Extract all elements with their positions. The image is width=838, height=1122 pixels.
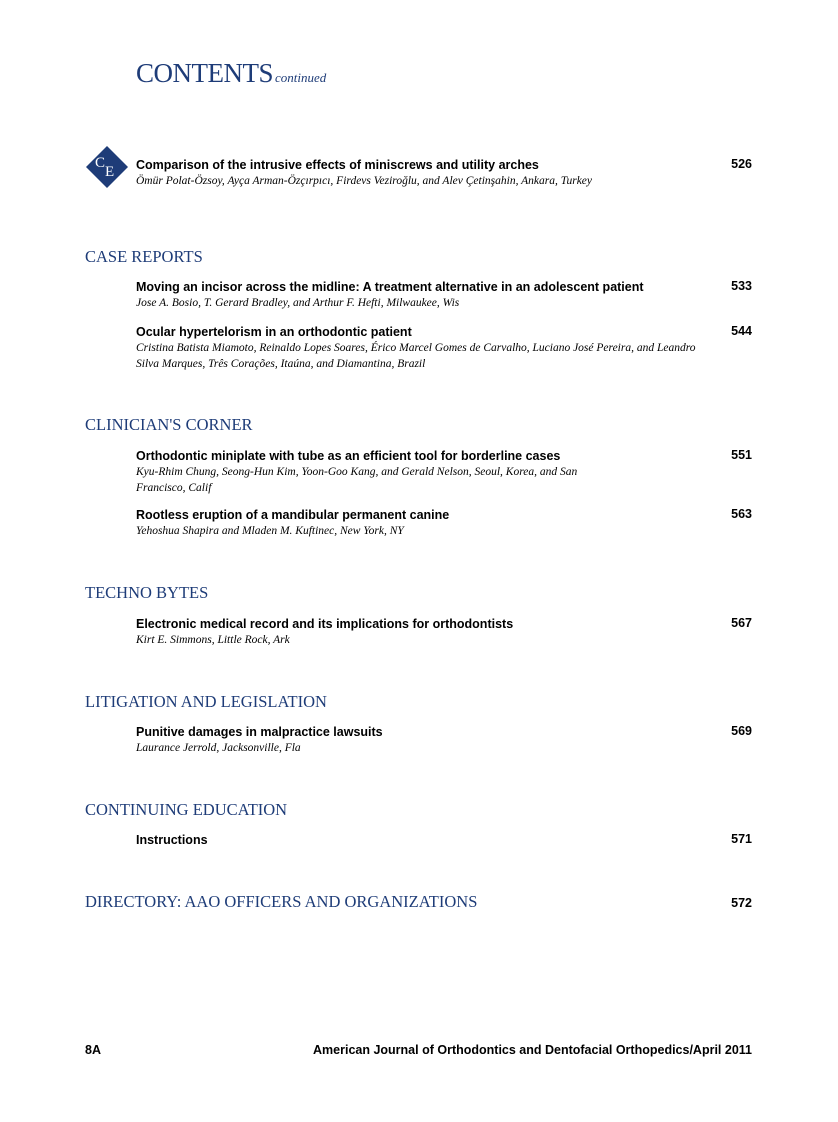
entry-title[interactable]: Orthodontic miniplate with tube as an efficient tool for borderline cases (136, 449, 561, 463)
entry-page: 572 (731, 896, 752, 910)
footer-journal: American Journal of Orthodontics and Dentofacial Orthopedics/April 2011 (313, 1043, 752, 1057)
entry-title[interactable]: Punitive damages in malpractice lawsuits (136, 725, 383, 739)
toc-entry[interactable] (136, 279, 752, 311)
entry-page: 567 (731, 616, 752, 630)
footer-page-number: 8A (85, 1043, 101, 1057)
entry-page: 544 (731, 324, 752, 338)
entry-title[interactable]: Instructions (136, 833, 208, 847)
section-heading-case-reports: CASE REPORTS (85, 247, 203, 266)
entry-authors: Jose A. Bosio, T. Gerard Bradley, and Arthur F. Hefti, Milwaukee, Wis (136, 297, 460, 309)
entry-page: 551 (731, 448, 752, 462)
toc-entry[interactable] (136, 616, 752, 648)
entry-authors: Cristina Batista Miamoto, Reinaldo Lopes Soares, Érico Marcel Gomes de Carvalho, Luciano José Pereira, and Leandro Silva Marques, Três Corações, Itaúna, and Diamantina, Brazil (136, 342, 696, 370)
entry-page: 571 (731, 832, 752, 846)
section-heading-litigation: LITIGATION AND LEGISLATION (85, 692, 327, 711)
toc-entry[interactable] (136, 324, 752, 372)
entry-authors: Yehoshua Shapira and Mladen M. Kuftinec, New York, NY (136, 525, 404, 537)
toc-entry[interactable] (136, 832, 752, 848)
entry-title[interactable]: Rootless eruption of a mandibular permanent canine (136, 508, 450, 522)
section-heading-clinicians-corner: CLINICIAN'S CORNER (85, 415, 253, 434)
ce-badge-icon (86, 146, 128, 188)
svg-text:E: E (105, 164, 115, 180)
entry-title[interactable]: Comparison of the intrusive effects of miniscrews and utility arches (136, 158, 539, 172)
entry-authors: Kyu-Rhim Chung, Seong-Hun Kim, Yoon-Goo Kang, and Gerald Nelson, Seoul, Korea, and San Francisco, Calif (136, 466, 578, 494)
toc-entry[interactable] (136, 507, 752, 539)
entry-title[interactable]: Electronic medical record and its implications for orthodontists (136, 617, 514, 631)
svg-text:C: C (95, 155, 106, 171)
section-heading-continuing-education: CONTINUING EDUCATION (85, 800, 288, 819)
section-heading-techno-bytes: TECHNO BYTES (85, 583, 209, 602)
entry-page: 526 (731, 157, 752, 171)
page-subtitle: continued (275, 70, 327, 85)
entry-authors: Kirt E. Simmons, Little Rock, Ark (136, 634, 290, 646)
page-title: CONTENTS (136, 58, 273, 88)
toc-entry[interactable] (136, 448, 752, 496)
section-heading-directory[interactable]: DIRECTORY: AAO OFFICERS AND ORGANIZATIONS (85, 892, 478, 911)
entry-page: 533 (731, 279, 752, 293)
entry-page: 563 (731, 507, 752, 521)
entry-authors: Ömür Polat-Özsoy, Ayça Arman-Özçırpıcı, Firdevs Veziroğlu, and Alev Çetinşahin, Ankara, Turkey (136, 175, 593, 187)
entry-title[interactable]: Ocular hypertelorism in an orthodontic patient (136, 325, 412, 339)
toc-entry-ce[interactable] (136, 157, 752, 189)
toc-entry[interactable] (136, 724, 752, 756)
directory-entry (136, 896, 752, 912)
entry-authors: Laurance Jerrold, Jacksonville, Fla (136, 742, 301, 754)
entry-page: 569 (731, 724, 752, 738)
entry-title[interactable]: Moving an incisor across the midline: A treatment alternative in an adolescent patient (136, 280, 644, 294)
